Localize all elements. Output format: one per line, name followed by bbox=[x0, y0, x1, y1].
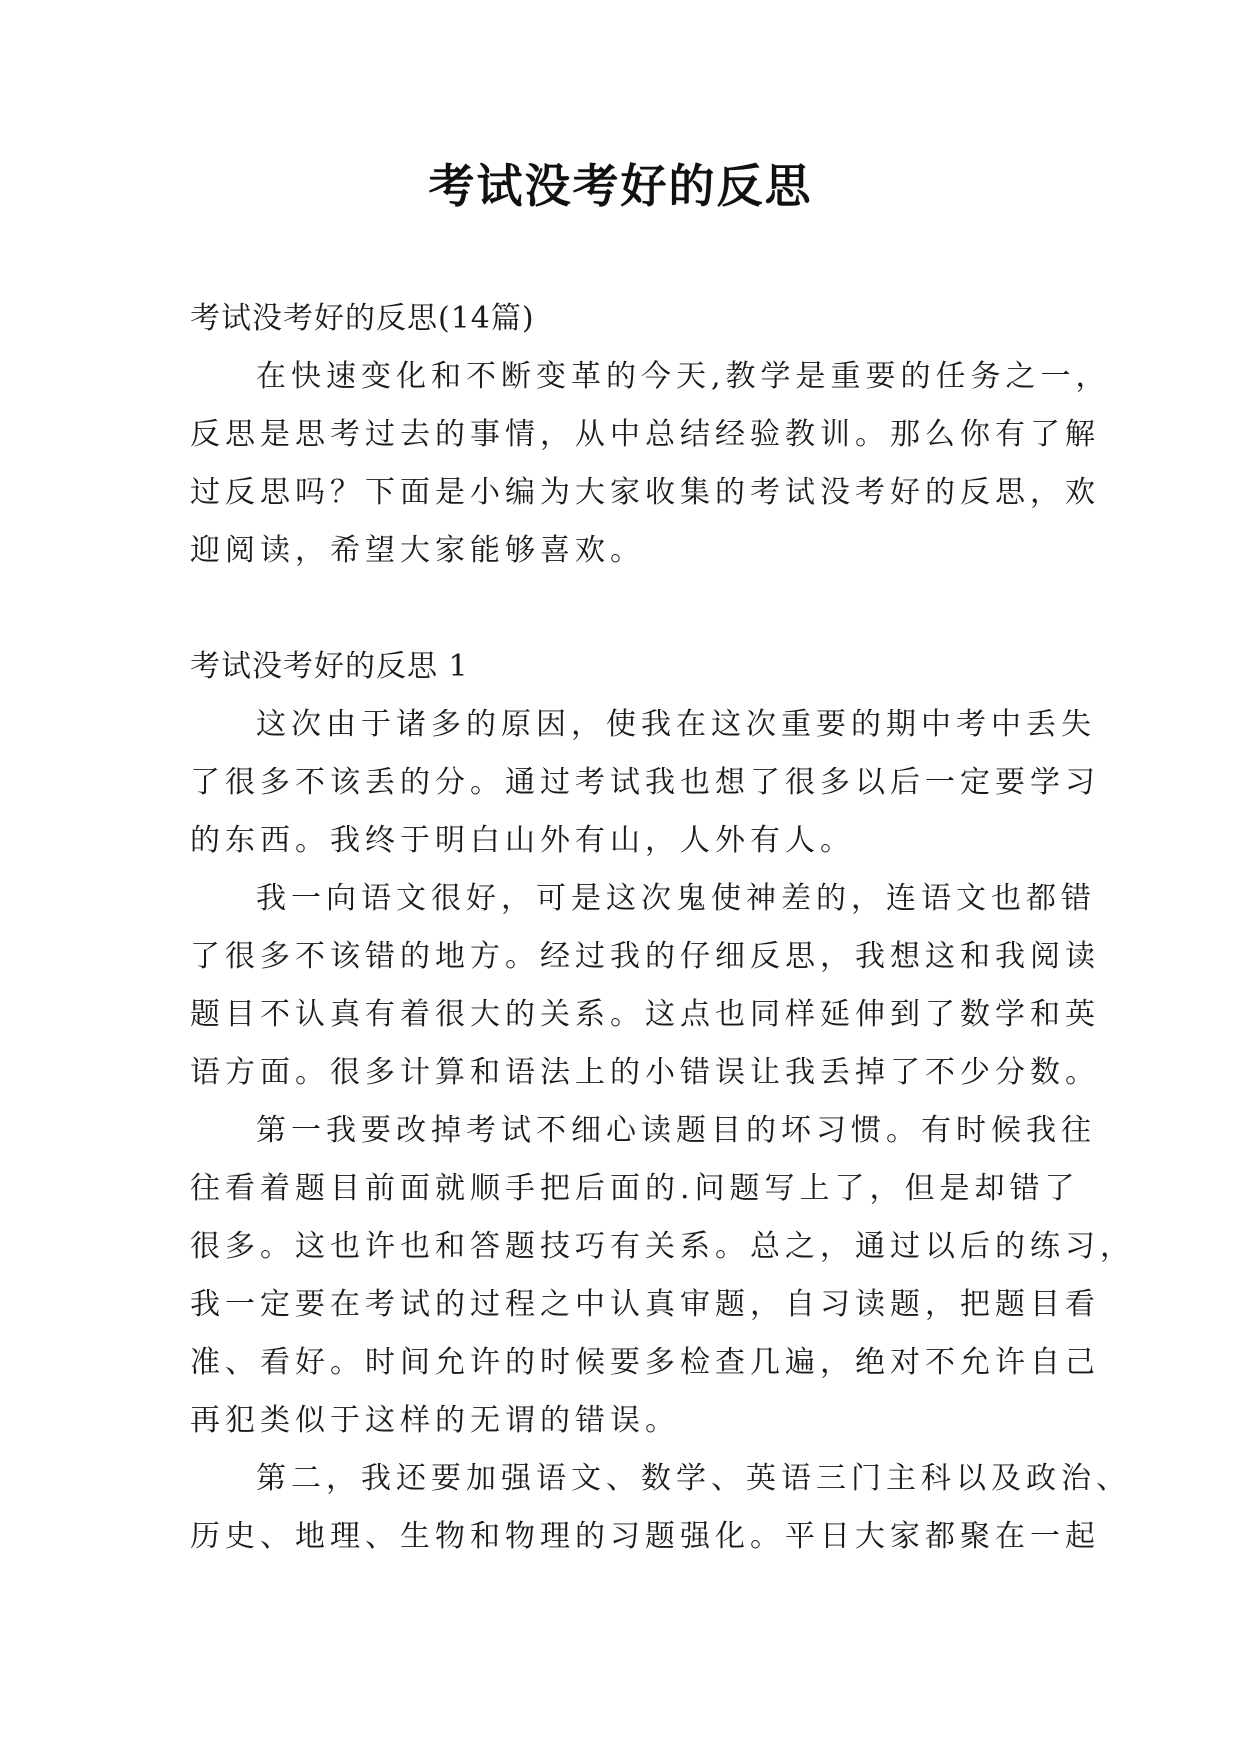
text-line: 很多。这也许也和答题技巧有关系。总之，通过以后的练习， bbox=[190, 1229, 1135, 1264]
document-subtitle: 考试没考好的反思(14篇) bbox=[190, 301, 535, 336]
paragraph-1 bbox=[190, 696, 1100, 870]
section-heading: 考试没考好的反思 1 bbox=[190, 649, 469, 684]
document-body bbox=[190, 290, 1135, 1566]
text-line: 在快速变化和不断变革的今天,教学是重要的任务之一， bbox=[256, 359, 1111, 394]
paragraph-3 bbox=[190, 1102, 1135, 1450]
text-line: 往看着题目前面就顺手把后面的.问题写上了，但是却错了 bbox=[190, 1171, 1080, 1206]
text-line: 迎阅读，希望大家能够喜欢。 bbox=[190, 533, 645, 568]
text-line: 反思是思考过去的事情，从中总结经验教训。那么你有了解 bbox=[190, 417, 1100, 452]
text-line: 了很多不该错的地方。经过我的仔细反思，我想这和我阅读 bbox=[190, 939, 1100, 974]
text-line: 历史、地理、生物和物理的习题强化。平日大家都聚在一起 bbox=[190, 1519, 1100, 1554]
document-title: 考试没考好的反思 bbox=[428, 159, 813, 213]
paragraph-2 bbox=[190, 870, 1100, 1102]
paragraph-4 bbox=[190, 1450, 1131, 1566]
text-line: 题目不认真有着很大的关系。这点也同样延伸到了数学和英 bbox=[190, 997, 1100, 1032]
text-line: 语方面。很多计算和语法上的小错误让我丢掉了不少分数。 bbox=[190, 1055, 1100, 1090]
text-line: 第二，我还要加强语文、数学、英语三门主科以及政治、 bbox=[256, 1461, 1131, 1496]
intro-paragraph bbox=[190, 348, 1111, 580]
text-line: 准、看好。时间允许的时候要多检查几遍，绝对不允许自己 bbox=[190, 1345, 1100, 1380]
text-line: 第一我要改掉考试不细心读题目的坏习惯。有时候我往 bbox=[256, 1113, 1096, 1148]
text-line: 过反思吗？下面是小编为大家收集的考试没考好的反思，欢 bbox=[190, 475, 1100, 510]
text-line: 这次由于诸多的原因，使我在这次重要的期中考中丢失 bbox=[256, 707, 1096, 742]
text-line: 了很多不该丢的分。通过考试我也想了很多以后一定要学习 bbox=[190, 765, 1100, 800]
text-line: 的东西。我终于明白山外有山，人外有人。 bbox=[190, 823, 855, 858]
paragraph-spacer bbox=[190, 580, 1060, 638]
text-line: 我一向语文很好，可是这次鬼使神差的，连语文也都错 bbox=[256, 881, 1096, 916]
text-line: 再犯类似于这样的无谓的错误。 bbox=[190, 1403, 680, 1438]
text-line: 我一定要在考试的过程之中认真审题，自习读题，把题目看 bbox=[190, 1287, 1100, 1322]
